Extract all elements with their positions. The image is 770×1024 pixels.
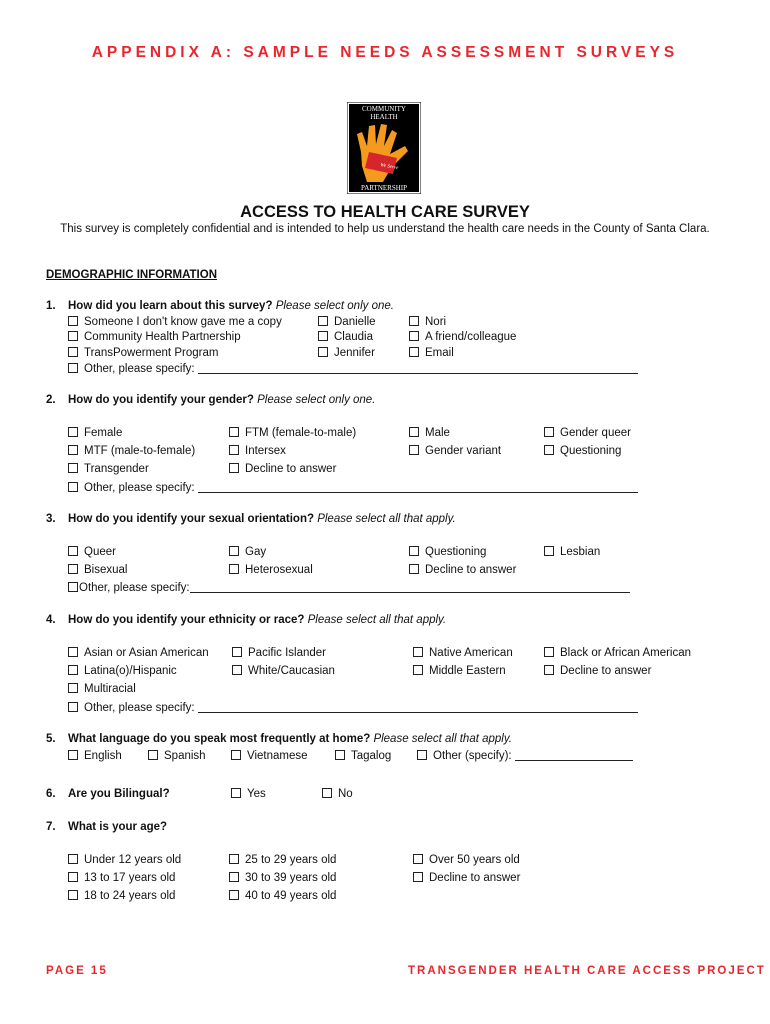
checkbox[interactable] [231,750,241,760]
survey-intro: This survey is completely confidential and is intended to help us understand the health care needs in the County of Santa Clara. [60,223,710,235]
q7-option[interactable]: 30 to 39 years old [229,872,336,884]
checkbox[interactable] [409,331,419,341]
q4-option[interactable]: White/Caucasian [232,665,335,677]
checkbox[interactable] [229,427,239,437]
q1-other[interactable]: Other, please specify: [68,363,638,375]
q3-option[interactable]: Lesbian [544,546,600,558]
q2-option[interactable]: Transgender [68,463,149,475]
checkbox[interactable] [68,463,78,473]
question-5: 5. What language do you speak most frequently at home? Please select all that apply. [46,733,512,745]
q4-option[interactable]: Decline to answer [544,665,651,677]
checkbox[interactable] [68,582,78,592]
q2-option[interactable]: Decline to answer [229,463,336,475]
checkbox[interactable] [68,854,78,864]
question-2: 2. How do you identify your gender? Please select only one. [46,394,376,406]
q4-option[interactable]: Multiracial [68,683,136,695]
q5-option[interactable]: Spanish [148,750,206,762]
q4-other[interactable]: Other, please specify: [68,702,638,714]
question-7: 7. What is your age? [46,821,168,833]
q1-option[interactable]: A friend/colleague [409,331,516,343]
q3-other[interactable]: Other, please specify: [68,582,630,594]
q5-option[interactable]: Vietnamese [231,750,308,762]
q3-option[interactable]: Questioning [409,546,486,558]
project-name: TRANSGENDER HEALTH CARE ACCESS PROJECT [408,965,766,977]
appendix-title: APPENDIX A: SAMPLE NEEDS ASSESSMENT SURVEYS [91,44,679,61]
page-number: PAGE 15 [46,965,108,977]
q5-option[interactable]: English [68,750,122,762]
other-input-line[interactable] [198,482,638,493]
checkbox[interactable] [409,316,419,326]
checkbox[interactable] [68,316,78,326]
q4-option[interactable]: Asian or Asian American [68,647,209,659]
checkbox[interactable] [68,564,78,574]
checkbox[interactable] [413,854,423,864]
checkbox[interactable] [229,564,239,574]
svg-text:HEALTH: HEALTH [370,113,398,121]
checkbox[interactable] [232,665,242,675]
svg-text:PARTNERSHIP: PARTNERSHIP [360,184,408,192]
checkbox[interactable] [413,647,423,657]
question-4: 4. How do you identify your ethnicity or race? Please select all that apply. [46,614,447,626]
survey-title: ACCESS TO HEALTH CARE SURVEY [240,203,530,221]
question-6: 6. Are you Bilingual? [46,788,170,800]
checkbox[interactable] [318,316,328,326]
checkbox[interactable] [544,445,554,455]
other-input-line[interactable] [198,702,638,713]
q6-option[interactable]: No [322,788,353,800]
q4-option[interactable]: Black or African American [544,647,691,659]
checkbox[interactable] [68,750,78,760]
checkbox[interactable] [68,347,78,357]
checkbox[interactable] [68,683,78,693]
q3-option[interactable]: Bisexual [68,564,127,576]
q2-option[interactable]: Intersex [229,445,286,457]
other-input-line[interactable] [190,582,630,593]
q1-option[interactable]: Jennifer [318,347,375,359]
q6-option[interactable]: Yes [231,788,266,800]
checkbox[interactable] [409,347,419,357]
community-health-partnership-logo [347,102,421,194]
q7-option[interactable]: Decline to answer [413,872,520,884]
checkbox[interactable] [318,347,328,357]
q2-option[interactable]: Gender variant [409,445,501,457]
q7-option[interactable]: 25 to 29 years old [229,854,336,866]
svg-text:COMMUNITY: COMMUNITY [362,105,406,113]
q1-option[interactable]: Someone I don't know gave me a copy [68,316,282,328]
q3-option[interactable]: Gay [229,546,266,558]
checkbox[interactable] [229,890,239,900]
checkbox[interactable] [544,665,554,675]
checkbox[interactable] [229,463,239,473]
section-heading: DEMOGRAPHIC INFORMATION [46,269,218,281]
q4-option[interactable]: Native American [413,647,513,659]
q5-option-other[interactable]: Other (specify): [417,750,633,762]
q3-option[interactable]: Queer [68,546,116,558]
checkbox[interactable] [68,363,78,373]
checkbox[interactable] [335,750,345,760]
checkbox[interactable] [232,647,242,657]
question-3: 3. How do you identify your sexual orientation? Please select all that apply. [46,513,456,525]
checkbox[interactable] [68,427,78,437]
q4-option[interactable]: Pacific Islander [232,647,326,659]
checkbox[interactable] [68,331,78,341]
q2-option[interactable]: Male [409,427,450,439]
q1-option[interactable]: TransPowerment Program [68,347,218,359]
checkbox[interactable] [544,427,554,437]
q2-option[interactable]: Female [68,427,122,439]
checkbox[interactable] [409,564,419,574]
checkbox[interactable] [68,647,78,657]
q2-option[interactable]: Gender queer [544,427,631,439]
checkbox[interactable] [68,872,78,882]
q1-option[interactable]: Claudia [318,331,373,343]
checkbox[interactable] [148,750,158,760]
checkbox[interactable] [413,872,423,882]
checkbox[interactable] [322,788,332,798]
question-1: 1. How did you learn about this survey? Please select only one. [46,300,394,312]
checkbox[interactable] [68,702,78,712]
q7-option[interactable]: 13 to 17 years old [68,872,175,884]
q3-option[interactable]: Heterosexual [229,564,313,576]
svg-text:We Serve: We Serve [379,163,399,172]
checkbox[interactable] [544,647,554,657]
checkbox[interactable] [544,546,554,556]
checkbox[interactable] [231,788,241,798]
checkbox[interactable] [409,427,419,437]
checkbox[interactable] [409,445,419,455]
q1-option[interactable]: Danielle [318,316,376,328]
q7-option[interactable]: Over 50 years old [413,854,520,866]
checkbox[interactable] [229,445,239,455]
q4-option[interactable]: Latina(o)/Hispanic [68,665,177,677]
checkbox[interactable] [417,750,427,760]
checkbox[interactable] [229,872,239,882]
q1-option[interactable]: Nori [409,316,446,328]
checkbox[interactable] [68,890,78,900]
q3-option[interactable]: Decline to answer [409,564,516,576]
q7-option[interactable]: 40 to 49 years old [229,890,336,902]
checkbox[interactable] [68,546,78,556]
q2-option[interactable]: Questioning [544,445,621,457]
checkbox[interactable] [409,546,419,556]
q2-option[interactable]: MTF (male-to-female) [68,445,195,457]
other-input-line[interactable] [198,363,638,374]
q5-option[interactable]: Tagalog [335,750,391,762]
checkbox[interactable] [229,854,239,864]
q2-other[interactable]: Other, please specify: [68,482,638,494]
q2-option[interactable]: FTM (female-to-male) [229,427,356,439]
checkbox[interactable] [413,665,423,675]
q7-option[interactable]: 18 to 24 years old [68,890,175,902]
q4-option[interactable]: Middle Eastern [413,665,506,677]
checkbox[interactable] [318,331,328,341]
other-input-line[interactable] [515,750,633,761]
q7-option[interactable]: Under 12 years old [68,854,181,866]
checkbox[interactable] [68,482,78,492]
q1-option[interactable]: Email [409,347,454,359]
checkbox[interactable] [229,546,239,556]
checkbox[interactable] [68,665,78,675]
checkbox[interactable] [68,445,78,455]
q1-option[interactable]: Community Health Partnership [68,331,241,343]
